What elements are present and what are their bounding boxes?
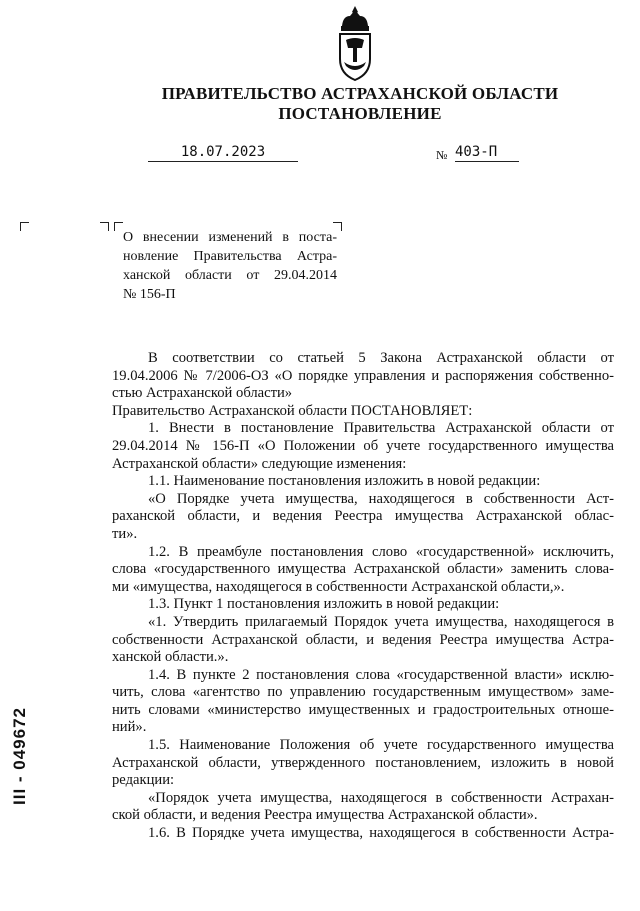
body-line: раханской области, и ведения Реестра имущества Астраханской облас-: [112, 508, 614, 525]
form-serial-number: ІІІ - 049672: [10, 706, 29, 805]
body-line: ской области, и ведения Реестра имущества Астраханской области».: [112, 807, 538, 824]
subject-line: новление Правительства Астра-: [123, 249, 337, 264]
body-line: 1.2. В преамбуле постановления слово «государственной» исключить,: [148, 543, 614, 560]
margin-corner-mark: [114, 222, 123, 231]
document-date: 18.07.2023: [148, 144, 298, 162]
document-type-title: ПОСТАНОВЛЕНИЕ: [278, 104, 442, 123]
organization-title: ПРАВИТЕЛЬСТВО АСТРАХАНСКОЙ ОБЛАСТИ: [161, 84, 559, 103]
body-line: 19.04.2006 № 7/2006-ОЗ «О порядке управления и распоряжения собственно-: [112, 367, 614, 384]
number-sign: №: [436, 148, 448, 162]
body-line: ми «имущества, находящегося в собственности Астраханской области,».: [112, 578, 565, 595]
subject-line: ханской области от 29.04.2014: [123, 268, 337, 283]
body-line: «Порядок учета имущества, находящегося в собственности Астрахан-: [148, 789, 614, 806]
body-line: нить словами «министерство имущественных и градостроительных отноше-: [112, 701, 614, 718]
body-line: 1. Внести в постановление Правительства Астраханской области от: [148, 420, 614, 437]
body-line: В соответствии со статьей 5 Закона Астраханской области от: [148, 350, 614, 366]
body-line: стью Астраханской области»: [112, 385, 293, 402]
body-line: ханской области.».: [112, 649, 229, 666]
body-line: Астраханской области» следующие изменения:: [112, 455, 407, 472]
body-line: «1. Утвердить прилагаемый Порядок учета имущества, находящегося в: [148, 613, 614, 630]
document-subject: [123, 228, 337, 304]
body-line: редакции:: [112, 772, 175, 789]
subject-line: О внесении изменений в поста-: [123, 230, 337, 245]
body-line: ний».: [112, 719, 147, 736]
body-line: собственности Астраханской области, и ведения Реестра имущества Астра-: [112, 631, 614, 648]
body-line: чить, слова «агентство по управлению государственным имуществом» заме-: [112, 684, 614, 701]
subject-line: № 156-П: [123, 287, 176, 302]
body-line: 29.04.2014 № 156-П «О Положении об учете государственного имущества: [112, 437, 614, 454]
body-line: ти».: [112, 525, 138, 542]
margin-corner-mark: [20, 222, 29, 231]
coat-of-arms-emblem: [330, 4, 380, 82]
body-line: 1.3. Пункт 1 постановления изложить в новой редакции:: [148, 596, 500, 613]
document-number: 403-П: [455, 144, 519, 162]
body-line: слова «государственного имущества Астраханской области» заменить слова-: [112, 561, 614, 578]
body-line: 1.4. В пункте 2 постановления слова «государственной власти» исклю-: [148, 666, 614, 683]
margin-corner-mark: [100, 222, 109, 231]
body-line: Правительство Астраханской области ПОСТАНОВЛЯЕТ:: [112, 402, 473, 419]
body-line: 1.6. В Порядке учета имущества, находящегося в собственности Астра-: [148, 825, 614, 842]
body-line: 1.1. Наименование постановления изложить в новой редакции:: [148, 473, 541, 490]
document-body: [112, 350, 614, 843]
body-line: 1.5. Наименование Положения об учете государственного имущества: [148, 737, 614, 754]
body-line: Астраханской области, утвержденного постановлением, изложить в новой: [112, 754, 614, 771]
body-line: «О Порядке учета имущества, находящегося в собственности Аст-: [148, 490, 614, 507]
